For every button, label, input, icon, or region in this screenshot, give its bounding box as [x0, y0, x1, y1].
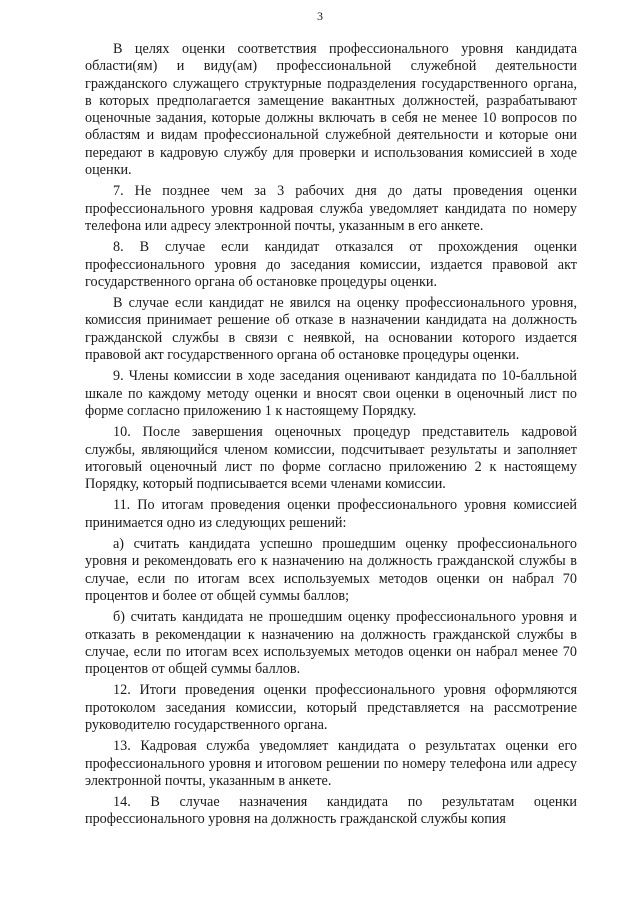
paragraph-13: 13. Кадровая служба уведомляет кандидата о результатах оценки его профессионального уровня и итоговом решении по номеру телефона или адресу электронной почты, указанным в анкете.: [85, 738, 577, 789]
document-body: [85, 41, 577, 833]
paragraph-11: 11. По итогам проведения оценки профессионального уровня комиссией принимается одно из следующих решений:: [85, 497, 577, 531]
paragraph-14: 14. В случае назначения кандидата по результатам оценки профессионального уровня на должность гражданской службы копия: [85, 794, 577, 828]
paragraph-11-b: б) считать кандидата не прошедшим оценку профессионального уровня и отказать в рекомендации к назначению на должность гражданской службы в случае, если по итогам всех используемых методов оценки он набрал менее 70 процентов от общей суммы баллов.: [85, 609, 577, 678]
page-number: 3: [317, 9, 323, 23]
paragraph-10: 10. После завершения оценочных процедур представитель кадровой службы, являющийся членом комиссии, подсчитывает результаты и заполняет итоговый оценочный лист по форме согласно приложению 2 к настоящему Порядку, который подписывается всеми членами комиссии.: [85, 424, 577, 493]
paragraph-9: 9. Члены комиссии в ходе заседания оценивают кандидата по 10-балльной шкале по каждому методу оценки и вносят свои оценки в оценочный лист по форме согласно приложению 1 к настоящему Порядку.: [85, 368, 577, 419]
paragraph-8-continued: В случае если кандидат не явился на оценку профессионального уровня, комиссия принимает решение об отказе в назначении кандидата на должность гражданской службы в связи с неявкой, на основании которого издается правовой акт государственного органа об остановке процедуры оценки.: [85, 295, 577, 364]
paragraph-7: 7. Не позднее чем за 3 рабочих дня до даты проведения оценки профессионального уровня кадровая служба уведомляет кандидата по номеру телефона или адресу электронной почты, указанным в его анкете.: [85, 183, 577, 234]
paragraph-intro: В целях оценки соответствия профессионального уровня кандидата области(ям) и виду(ам) профессиональной служебной деятельности гражданского служащего структурные подразделения государственного органа, в которых предполагается замещение вакантных должностей, разрабатывают оценочные задания, которые должны включать в себя не менее 10 вопросов по областям и видам профессиональной служебной деятельности и которые они передают в кадровую службу для проверки и использования комиссией в ходе оценки.: [85, 41, 577, 179]
paragraph-11-a: а) считать кандидата успешно прошедшим оценку профессионального уровня и рекомендовать его к назначению на должность гражданской службы в случае, если по итогам всех используемых методов оценки он набрал 70 процентов и более от общей суммы баллов;: [85, 536, 577, 604]
paragraph-8: 8. В случае если кандидат отказался от прохождения оценки профессионального уровня до заседания комиссии, издается правовой акт государственного органа об остановке процедуры оценки.: [85, 239, 577, 290]
paragraph-12: 12. Итоги проведения оценки профессионального уровня оформляются протоколом заседания комиссии, который представляется на рассмотрение руководителю государственного органа.: [85, 682, 577, 733]
